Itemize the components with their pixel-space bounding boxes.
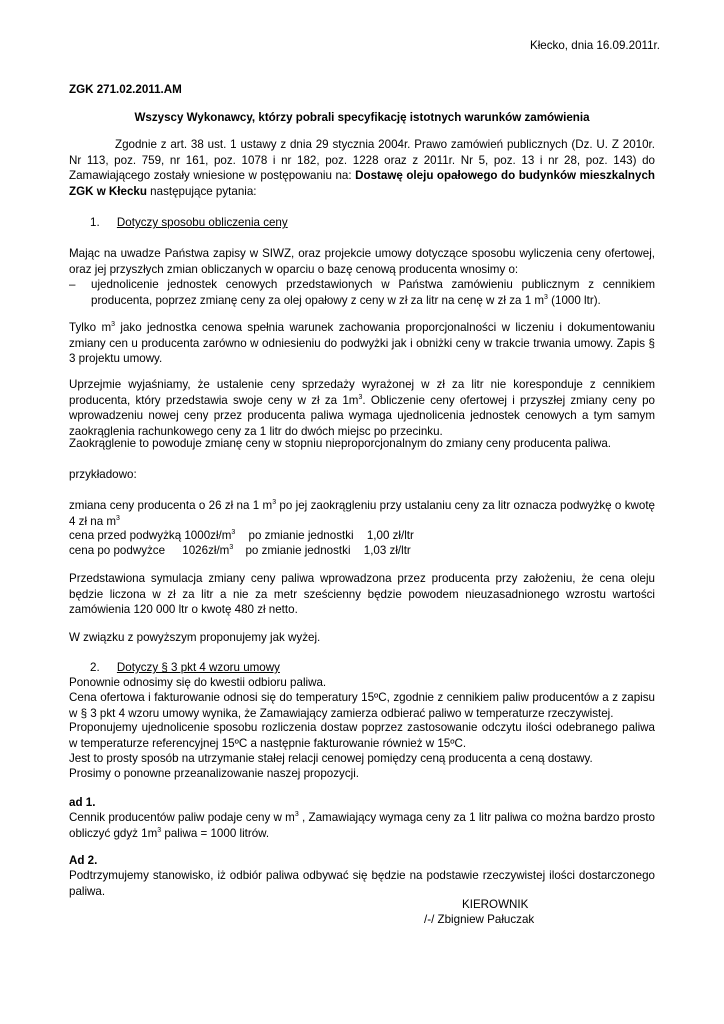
- answer-1-label: ad 1.: [69, 796, 96, 809]
- signature-name: /-/ Zbigniew Pałuczak: [424, 913, 535, 926]
- place-date: Kłecko, dnia 16.09.2011r.: [530, 39, 660, 52]
- question-1-title: Dotyczy sposobu obliczenia ceny: [116, 216, 288, 229]
- bullet-dash: –: [69, 278, 76, 291]
- intro-subject: Dostawę oleju opałowego do budynków mieszkalnych ZGK w Kłecku: [69, 169, 655, 198]
- intro-text-end: następujące pytania:: [146, 184, 257, 198]
- question-2-number: 2.: [90, 661, 100, 674]
- q2-line-4: Jest to prosty sposób na utrzymanie stałej relacji cenowej pomiędzy ceną producenta a ceną dostawy.: [69, 752, 593, 765]
- q2-line-2: Cena ofertowa i fakturowanie odnosi się do temperatury 15ºC, zgodnie z cennikiem paliw producentów a z zapisu w § 3 pkt 4 wzoru umowy wynika, że Zamawiający zamierza odbierać paliwo w temperaturze rzeczywistej.: [69, 691, 655, 720]
- answer-1-text: Cennik producentów paliw podaje ceny w $m^3$ , Zamawiający wymaga ceny za 1 litr paliwa co można bardzo prosto obliczyć gdyż $1m^3$ paliwa = 1000 litrów.: [69, 811, 655, 840]
- question-2-title: Dotyczy § 3 pkt 4 wzoru umowy: [116, 661, 280, 674]
- q2-line-1: Ponownie odnosimy się do kwestii odbioru paliwa.: [69, 676, 327, 689]
- q1-paragraph-5: Przedstawiona symulacja zmiany ceny paliwa wprowadzona przez producenta przy założeniu, że cena oleju będzie liczona w zł za litr a nie za metr sześcienny będzie powodem nieuzasadnionego wzrostu wartości zamówienia 120 000 ltr o kwotę 480 zł netto.: [69, 572, 655, 616]
- q1-paragraph-3: Uprzejmie wyjaśniamy, że ustalenie ceny sprzedaży wyrażonej w zł za litr nie koresponduje z cennikiem producenta, który przedstawia swoje ceny w zł za $1m^3$. Obliczenie ceny ofertowej i przyszłej zmiany ceny po wprowadzeniu nowej ceny przez producenta paliwa wymaga ujednolicenia jednostek cenowych a tym samym zaokrąglenia rachunkowego ceny za 1 litr do dwóch miejsc po przecinku.: [69, 378, 655, 438]
- intro-text: Zgodnie z art. 38 ust. 1 ustawy z dnia 29 stycznia 2004r. Prawo zamówień publicznych (Dz. U. Z 2010r. Nr 113, poz. 759, nr 161, poz. 1078 i nr 182, poz. 1228 oraz z 2011r. Nr 5, poz. 13 i nr 28, poz. 143) do Zamawiającego zostały wniesione w postępowaniu na:: [69, 138, 655, 182]
- question-2-heading: [90, 660, 280, 676]
- q1-paragraph-6: W związku z powyższym proponujemy jak wyżej.: [69, 631, 321, 644]
- example-label: przykładowo:: [69, 468, 137, 481]
- reference-number: ZGK 271.02.2011.AM: [69, 83, 182, 96]
- q1-bullet-item: ujednolicenie jednostek cenowych przedstawionych w Państwa zamówieniu publicznym z cennikiem producenta, poprzez zmianę ceny za olej opałowy z ceny w zł za litr na cenę w zł za 1 $m^3$ (1000 ltr).: [91, 278, 655, 307]
- q2-line-3: Proponujemy ujednolicenie sposobu rozliczenia dostaw poprzez zastosowanie odczytu ilości odebranego paliwa w temperaturze referencyjnej 15ºC a następnie fakturowanie również w 15ºC.: [69, 721, 655, 750]
- example-description: zmiana ceny producenta o 26 zł na 1 $m^3$ po jej zaokrągleniu przy ustalaniu ceny za litr oznacza podwyżkę o kwotę 4 zł na $m^3$: [69, 499, 655, 528]
- question-1-number: 1.: [90, 216, 100, 229]
- q2-line-5: Prosimy o ponowne przeanalizowanie naszej propozycji.: [69, 767, 359, 780]
- example-row-after: cena po podwyżce $1026zł/m^3$ po zmianie jednostki 1,03 zł/ltr: [69, 544, 411, 557]
- addressee: Wszyscy Wykonawcy, którzy pobrali specyfikację istotnych warunków zamówienia: [134, 111, 590, 124]
- intro-paragraph: [69, 137, 655, 199]
- signature-title: KIEROWNIK: [462, 898, 529, 911]
- q1-paragraph-1: Mając na uwadze Państwa zapisy w SIWZ, oraz projekcie umowy dotyczące sposobu wyliczenia ceny ofertowej, oraz jej przyszłych zmian obliczanych w oparciu o bazę cenową producenta wnosimy o:: [69, 247, 655, 276]
- example-row-before: cena przed podwyżką $1000zł/m^3$ po zmianie jednostki 1,00 zł/ltr: [69, 529, 414, 542]
- question-1-heading: [90, 215, 288, 231]
- q1-paragraph-4: Zaokrąglenie to powoduje zmianę ceny w stopniu nieproporcjonalnym do zmiany ceny producenta paliwa.: [69, 437, 611, 450]
- answer-2-text: Podtrzymujemy stanowisko, iż odbiór paliwa odbywać się będzie na podstawie rzeczywistej ilości dostarczonego paliwa.: [69, 869, 655, 898]
- answer-2-label: Ad 2.: [69, 854, 98, 867]
- q1-paragraph-2: Tylko $m^3$ jako jednostka cenowa spełnia warunek zachowania proporcjonalności w liczeniu i dokumentowaniu zmiany cen u producenta zarówno w odniesieniu do podwyżki jak i obniżki ceny w trakcie trwania umowy. Zapis § 3 projektu umowy.: [69, 321, 655, 365]
